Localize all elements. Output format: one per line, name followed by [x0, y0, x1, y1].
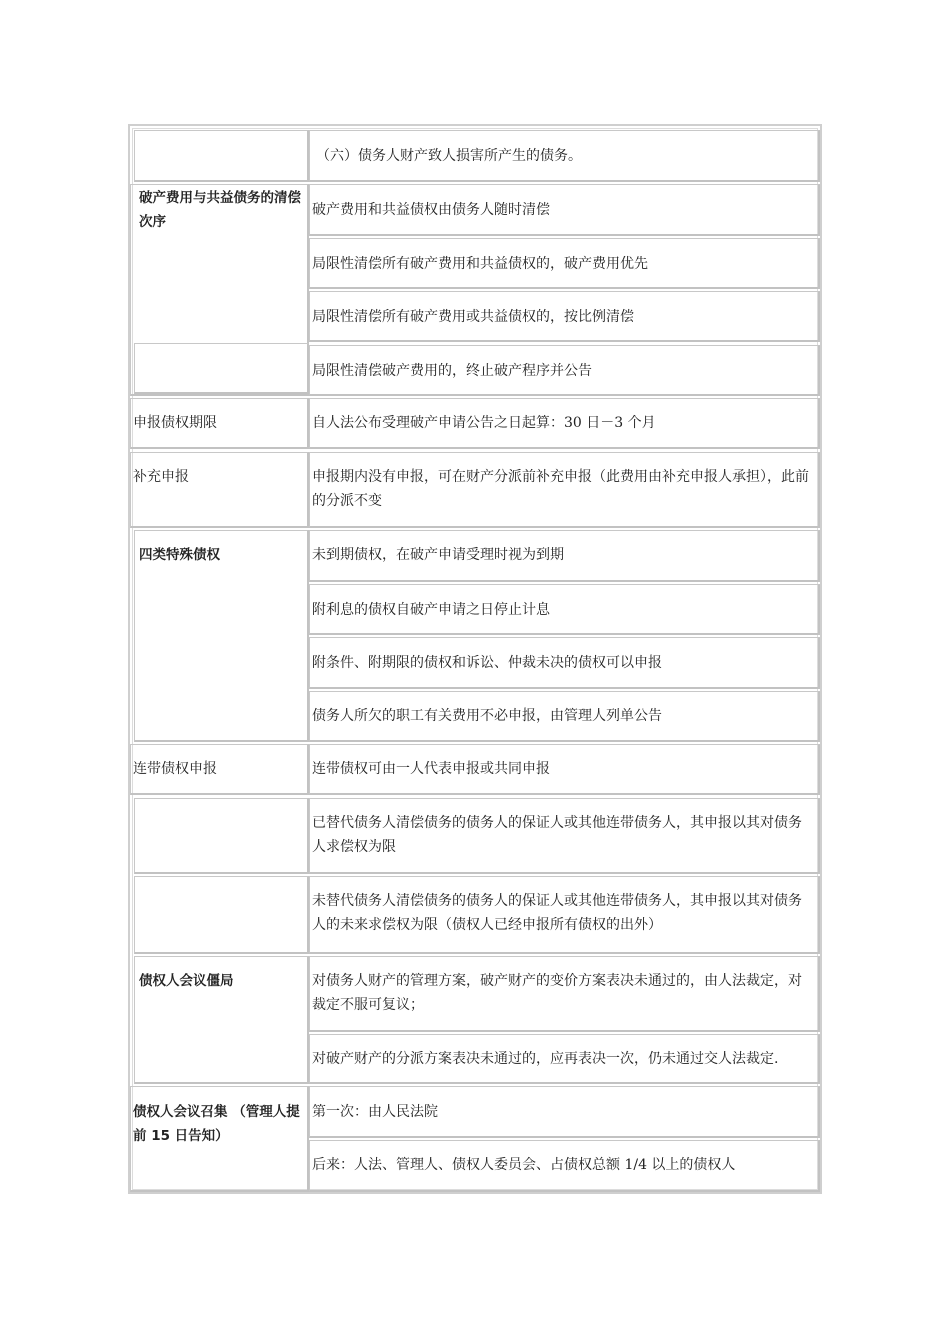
right-text: 局限性清偿所有破产费用或共益债权的，按比例清偿: [312, 309, 634, 325]
right-cell: [309, 1086, 820, 1138]
right-cell: [309, 130, 820, 182]
left-cell-joint-claims: [130, 744, 309, 795]
right-text: 自人法公布受理破产申请公告之日起算：30 日－3 个月: [312, 415, 656, 431]
right-cell: [309, 238, 820, 289]
right-cell: [309, 452, 820, 528]
left-label: 补充申报: [133, 469, 189, 485]
right-cell: [309, 956, 820, 1032]
right-text: （六）债务人财产致人损害所产生的债务。: [316, 148, 582, 164]
right-cell: [309, 691, 820, 742]
right-cell: [309, 876, 820, 954]
right-cell: [309, 584, 820, 635]
left-cell-deadlock: [134, 956, 309, 1084]
right-cell: [309, 637, 820, 689]
left-cell-supplement: [130, 452, 309, 528]
right-text: 债务人所欠的职工有关费用不必申报，由管理人列单公告: [312, 708, 662, 724]
right-text: 局限性清偿破产费用的，终止破产程序并公告: [312, 363, 592, 379]
right-cell: [309, 530, 820, 582]
left-label: 连带债权申报: [133, 761, 217, 777]
right-text: 破产费用和共益债权由债务人随时清偿: [312, 202, 550, 218]
right-cell: [309, 1140, 820, 1192]
document-table: [128, 124, 822, 1194]
left-label: 债权人会议僵局: [139, 973, 234, 989]
right-text: 申报期内没有申报，可在财产分派前补充申报（此费用由补充申报人承担），此前的分派不变: [312, 469, 809, 509]
left-label: 破产费用与共益债务的清偿次序: [139, 190, 301, 230]
right-text: 后来：人法、管理人、债权人委员会、占债权总额 1/4 以上的债权人: [312, 1157, 736, 1173]
right-text: 附条件、附期限的债权和诉讼、仲裁未决的债权可以申报: [312, 655, 662, 671]
right-cell: [309, 184, 820, 236]
left-cell-deadline: [130, 398, 309, 449]
right-text: 对债务人财产的管理方案，破产财产的变价方案表决未通过的，由人法裁定，对裁定不服可复议；: [312, 973, 802, 1013]
right-cell: [309, 291, 820, 342]
left-label: 债权人会议召集 （管理人提前 15 日告知）: [133, 1104, 300, 1144]
right-cell: [309, 345, 820, 396]
right-text: 局限性清偿所有破产费用和共益债权的，破产费用优先: [312, 256, 648, 272]
right-text: 第一次：由人民法院: [312, 1104, 438, 1120]
right-cell: [309, 798, 820, 874]
right-cell: [309, 1034, 820, 1084]
left-cell-empty: [134, 130, 309, 182]
left-cell-special-claims: [134, 530, 309, 742]
right-text: 未替代债务人清偿债务的债务人的保证人或其他连带债务人，其申报以其对债务人的未来求偿权为限（债权人已经申报所有债权的出外）: [312, 893, 802, 933]
right-text: 已替代债务人清偿债务的债务人的保证人或其他连带债务人，其申报以其对债务人求偿权为限: [312, 815, 802, 855]
right-text: 附利息的债权自破产申请之日停止计息: [312, 602, 550, 618]
right-cell: [309, 398, 820, 449]
left-label: 申报债权期限: [133, 415, 217, 431]
left-cell-empty: [134, 798, 309, 874]
left-cell-convene: [130, 1086, 309, 1192]
left-cell-empty: [134, 343, 309, 394]
right-text: 连带债权可由一人代表申报或共同申报: [312, 761, 550, 777]
left-cell-empty: [134, 876, 309, 954]
right-text: 对破产财产的分派方案表决未通过的，应再表决一次，仍未通过交人法裁定.: [312, 1051, 779, 1067]
right-text: 未到期债权，在破产申请受理时视为到期: [312, 547, 564, 563]
right-cell: [309, 744, 820, 795]
left-label: 四类特殊债权: [139, 547, 220, 563]
